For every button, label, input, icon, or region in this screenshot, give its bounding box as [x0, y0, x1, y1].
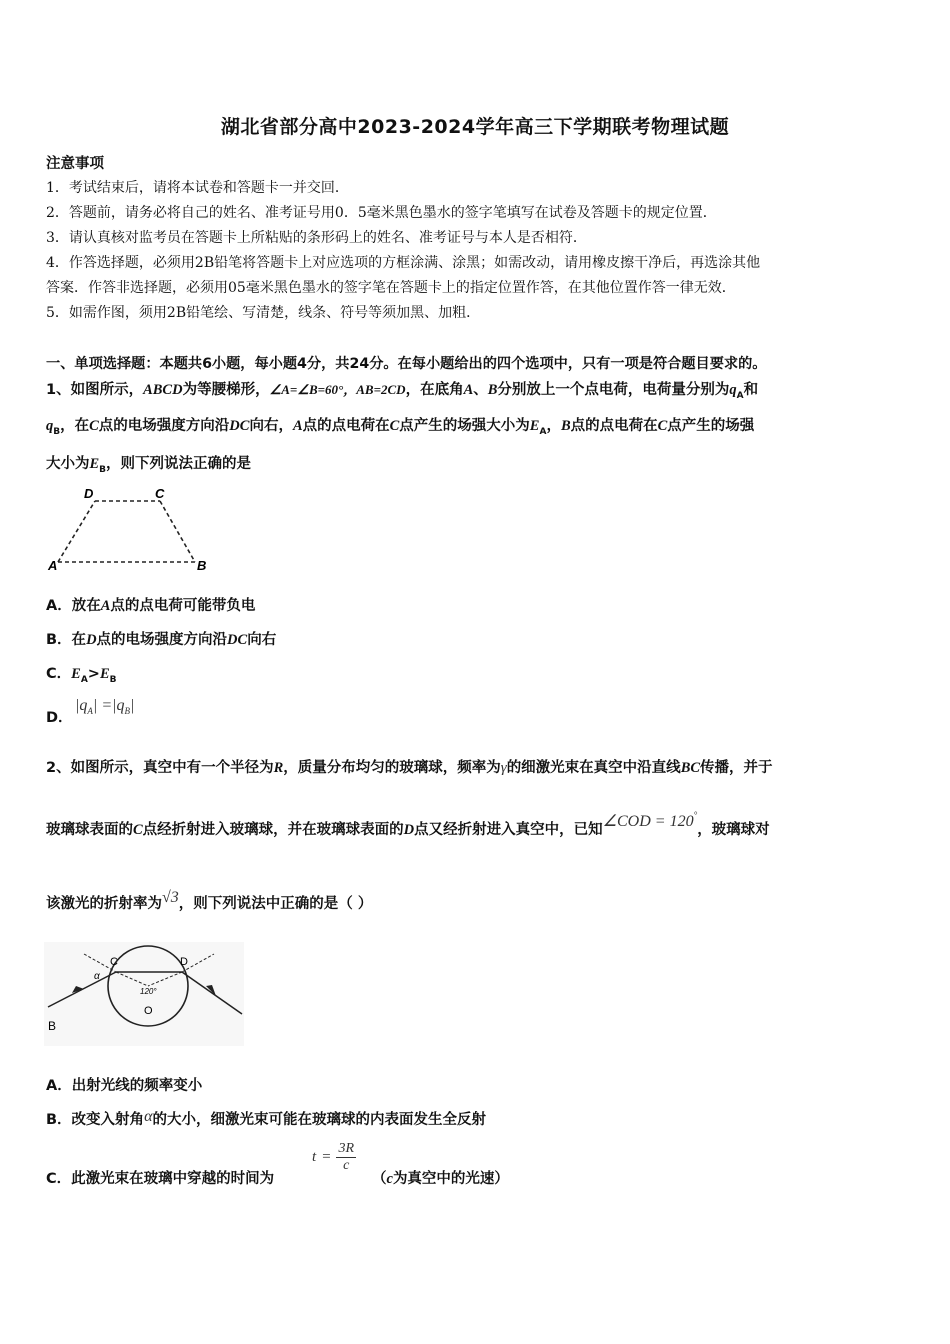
notes-item: 5．如需作图，须用2B铅笔绘、写清楚，线条、符号等须加黑、加粗．	[46, 305, 481, 321]
option-1d-expression: $|q_A| =|q_B|$	[75, 697, 135, 717]
fig2-label-o: O	[144, 1005, 153, 1017]
fig2-label-angle: 120°	[140, 987, 157, 996]
option-2c-formula: t = $\frac{3R}{c}$	[312, 1141, 355, 1173]
notes-item: 1．考试结束后，请将本试卷和答题卡一并交回．	[46, 180, 349, 196]
question-1-line-3: 大小为$E_B$，则下列说法正确的是	[46, 456, 252, 475]
option-1a: A．放在A点的点电荷可能带负电	[46, 598, 256, 614]
notes-item: 答案．作答非选择题，必须用05毫米黑色墨水的签字笔在答题卡上的指定位置作答，在其他位置作答一律无效．	[46, 280, 736, 296]
option-2a: A．出射光线的频率变小	[46, 1078, 203, 1094]
fig2-label-d: D	[180, 956, 188, 968]
notes-heading: 注意事项	[46, 156, 104, 172]
glass-sphere-figure	[44, 942, 244, 1046]
option-2c-note: （c为真空中的光速）	[372, 1171, 509, 1187]
fig2-label-b: B	[48, 1019, 57, 1033]
edge-ad	[58, 501, 95, 562]
page-title: 湖北省部分高中2023-2024学年高三下学期联考物理试题	[220, 116, 730, 138]
label-d: D	[84, 486, 94, 501]
option-2b: B．改变入射角α的大小，细激光束可能在玻璃球的内表面发生全反射	[46, 1108, 486, 1128]
question-2-line-2: 玻璃球表面的C点经折射进入玻璃球，并在玻璃球表面的D点又经折射进入真空中，已知∠COD = 120°，玻璃球对	[46, 810, 770, 838]
option-2c: C．此激光束在玻璃中穿越的时间为	[46, 1171, 275, 1187]
section-heading: 一、单项选择题：本题共6小题，每小题4分，共24分。在每小题给出的四个选项中，只有一项是符合题目要求的。	[46, 356, 767, 372]
edge-cb	[160, 501, 195, 562]
label-a: A	[48, 558, 58, 573]
label-c: C	[155, 486, 165, 501]
notes-item: 2．答题前，请务必将自己的姓名、准考证号用0．5毫米黑色墨水的签字笔填写在试卷及答题卡的规定位置．	[46, 205, 717, 221]
question-2-line-1: 2、如图所示，真空中有一个半径为R，质量分布均匀的玻璃球，频率为γ的细激光束在真空中沿直线BC传播，并于	[46, 760, 773, 776]
option-1b: B．在D点的电场强度方向沿DC向右	[46, 632, 277, 648]
question-1-line-1: 1、如图所示，ABCD为等腰梯形，∠A=∠B=60°，AB=2CD，在底角A、B分别放上一个点电荷，电荷量分别为$q_A$和	[46, 382, 759, 401]
option-1c: C．$E_A>E_B$	[46, 666, 117, 685]
notes-item: 4．作答选择题，必须用2B铅笔将答题卡上对应选项的方框涂满、涂黑；如需改动，请用橡皮擦干净后，再选涂其他	[46, 255, 761, 271]
question-2-line-3: 该激光的折射率为√3，则下列说法中正确的是（ ）	[46, 889, 373, 912]
option-1d: D．	[46, 710, 73, 726]
label-b: B	[197, 558, 207, 573]
question-1-line-2: $q_B$，在C点的电场强度方向沿DC向右，A点的点电荷在C点产生的场强大小为$E_A$，B点的点电荷在C点产生的场强	[46, 418, 755, 437]
trapezoid-figure	[40, 484, 220, 574]
fig2-label-alpha: α	[94, 971, 100, 982]
notes-item: 3．请认真核对监考员在答题卡上所粘贴的条形码上的姓名、准考证号与本人是否相符．	[46, 230, 587, 246]
fig2-label-c: C	[110, 956, 118, 968]
